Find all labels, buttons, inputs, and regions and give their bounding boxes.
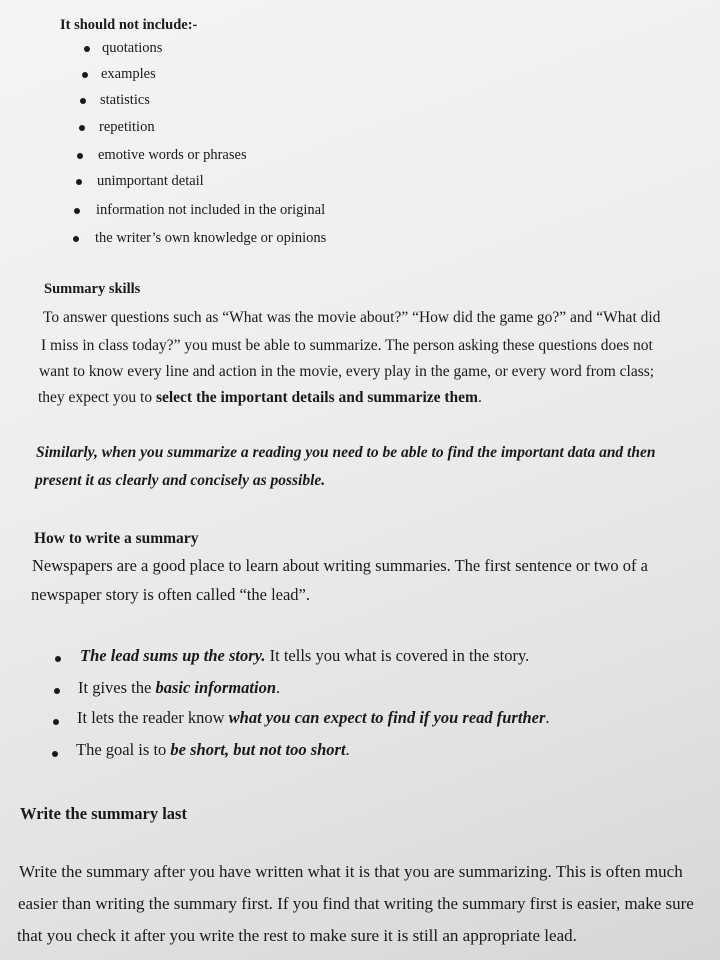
bold-text: select the important details and summarize them — [155, 389, 478, 406]
text: . — [345, 740, 350, 759]
text: The goal is to — [76, 740, 171, 759]
bullet-icon — [79, 125, 85, 131]
bullet-icon — [55, 656, 61, 662]
exclude-item: statistics — [100, 92, 150, 108]
bullet-icon — [76, 179, 82, 185]
exclude-item: quotations — [102, 40, 163, 56]
paragraph-line: newspaper story is often called “the lead”. — [31, 585, 311, 604]
paragraph-line: easier than writing the summary first. If you find that writing the summary first is easier, make sure — [18, 894, 694, 913]
paragraph-line: To answer questions such as “What was the movie about?” “How did the game go?” and “What did — [43, 309, 661, 326]
paragraph-line: that you check it after you write the rest to make sure it is still an appropriate lead. — [17, 926, 577, 945]
exclude-item: information not included in the original — [96, 202, 326, 218]
paragraph-line: Write the summary after you have written what it is that you are summarizing. This is often much — [19, 862, 683, 881]
exclude-item: repetition — [99, 119, 155, 135]
bullet-icon — [82, 72, 88, 78]
emphasis-text: basic information — [155, 678, 277, 697]
emphasis-text: be short, but not too short — [170, 740, 346, 759]
lead-bullet — [77, 710, 550, 727]
bullet-icon — [77, 153, 83, 159]
bullet-icon — [73, 236, 79, 242]
paragraph-line — [38, 390, 482, 406]
bullet-icon — [84, 46, 90, 52]
text: It lets the reader know — [77, 708, 229, 727]
lead-bullet — [80, 648, 529, 665]
how-to-heading: How to write a summary — [34, 530, 199, 547]
exclude-heading: It should not include:- — [60, 17, 198, 33]
paragraph-line: want to know every line and action in the movie, every play in the game, or every word from class; — [39, 363, 655, 380]
bullet-icon — [53, 719, 59, 725]
paragraph-line: Newspapers are a good place to learn about writing summaries. The first sentence or two of a — [32, 556, 648, 575]
exclude-item: unimportant detail — [97, 173, 204, 189]
emphasis-text: what you can expect to find if you read further — [228, 708, 546, 727]
bullet-icon — [52, 751, 58, 757]
emphasis-line: present it as clearly and concisely as possible. — [35, 472, 326, 489]
text: . — [545, 708, 550, 727]
summary-skills-heading: Summary skills — [44, 281, 141, 297]
exclude-item: examples — [101, 66, 156, 82]
bullet-icon — [54, 688, 60, 694]
emphasis-line: Similarly, when you summarize a reading you need to be able to find the important data and then — [36, 444, 656, 461]
exclude-item: the writer’s own knowledge or opinions — [95, 230, 327, 246]
paragraph-line: I miss in class today?” you must be able to summarize. The person asking these questions does not — [41, 337, 653, 354]
text: It gives the — [78, 678, 156, 697]
emphasis-text: The lead sums up the story. — [80, 646, 266, 665]
text: they expect you to — [38, 389, 156, 406]
bullet-icon — [80, 98, 86, 104]
lead-bullet — [78, 680, 280, 697]
bullet-icon — [74, 208, 80, 214]
text: . — [477, 389, 482, 406]
lead-bullet — [76, 742, 350, 759]
exclude-item: emotive words or phrases — [98, 147, 247, 163]
text: It tells you what is covered in the story. — [265, 646, 530, 665]
text: . — [276, 678, 281, 697]
write-last-heading: Write the summary last — [20, 804, 187, 823]
